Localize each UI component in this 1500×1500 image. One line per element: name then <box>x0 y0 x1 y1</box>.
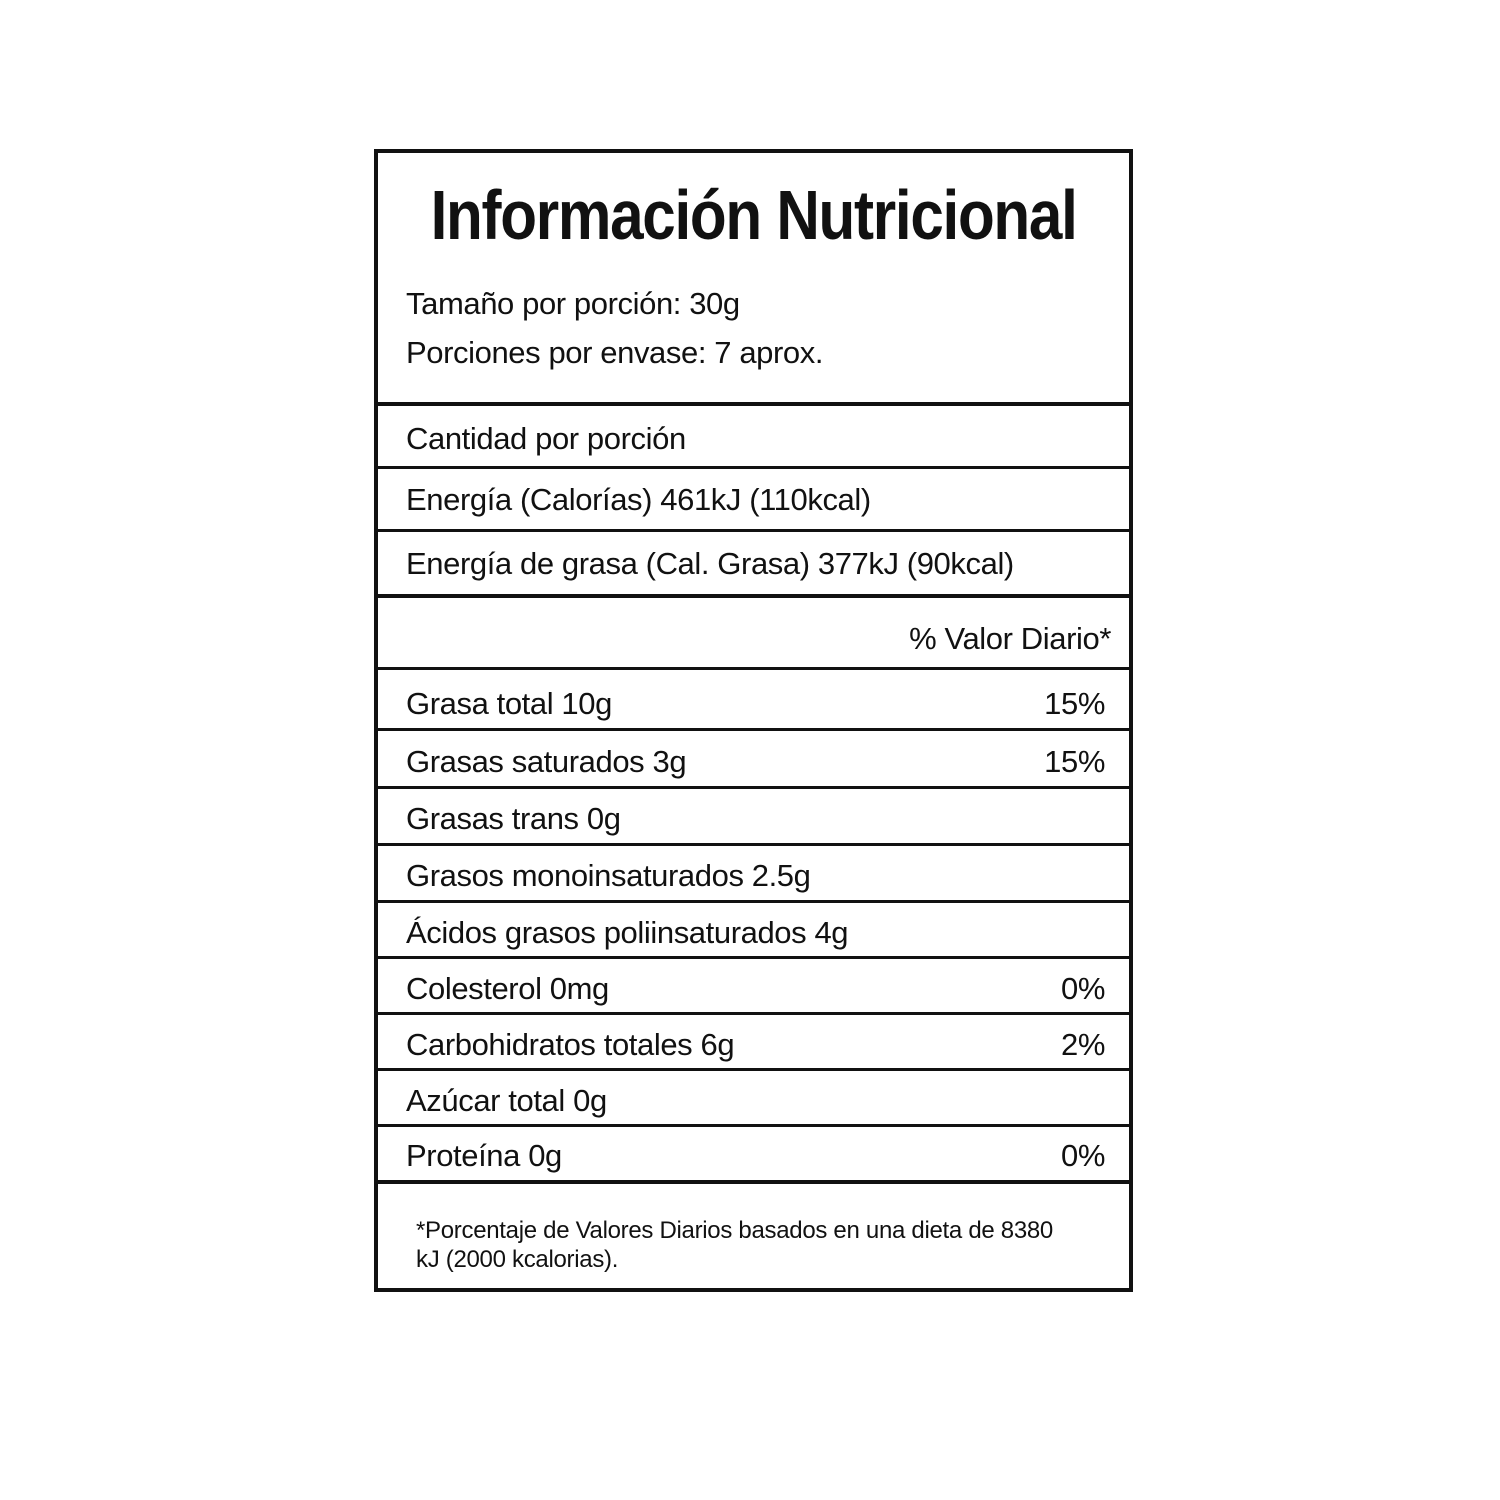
label-title: Información Nutricional <box>430 176 1077 254</box>
nutrient-name: Grasa total 10g <box>406 686 612 721</box>
divider <box>378 843 1129 846</box>
nutrient-percent: 0% <box>1060 971 1105 1006</box>
nutrient-name: Grasas saturados 3g <box>406 744 687 779</box>
divider <box>378 1068 1129 1071</box>
divider <box>378 667 1129 670</box>
nutrition-facts-label <box>374 149 1133 1292</box>
divider <box>378 728 1129 731</box>
nutrient-percent: 15% <box>1044 686 1105 721</box>
divider <box>378 956 1129 959</box>
servings-per-container: Porciones por envase: 7 aprox. <box>406 335 824 370</box>
divider <box>378 466 1129 469</box>
daily-value-header: % Valor Diario* <box>909 621 1111 656</box>
nutrient-name: Grasos monoinsaturados 2.5g <box>406 858 811 893</box>
nutrient-name: Carbohidratos totales 6g <box>406 1027 735 1062</box>
nutrient-name: Proteína 0g <box>406 1138 562 1173</box>
energy-row: Energía (Calorías) 461kJ (110kcal) <box>406 482 871 517</box>
divider-thick <box>378 594 1129 598</box>
nutrient-percent: 0% <box>1060 1138 1105 1173</box>
nutrient-percent: 15% <box>1044 744 1105 779</box>
nutrient-name: Ácidos grasos poliinsaturados 4g <box>406 915 849 950</box>
divider <box>378 529 1129 532</box>
daily-value-footnote: *Porcentaje de Valores Diarios basados en una dieta de 8380 kJ (2000 kcalorias). <box>416 1217 1053 1273</box>
nutrient-name: Grasas trans 0g <box>406 801 621 836</box>
energy-from-fat-row: Energía de grasa (Cal. Grasa) 377kJ (90kcal) <box>406 546 1014 581</box>
divider <box>378 786 1129 789</box>
divider <box>378 1124 1129 1127</box>
divider <box>378 900 1129 903</box>
serving-size: Tamaño por porción: 30g <box>406 286 740 321</box>
divider-thick <box>378 1180 1129 1184</box>
nutrient-percent: 2% <box>1060 1027 1105 1062</box>
amount-per-serving: Cantidad por porción <box>406 421 686 456</box>
nutrient-name: Colesterol 0mg <box>406 971 609 1006</box>
nutrient-name: Azúcar total 0g <box>406 1083 607 1118</box>
divider-thick <box>378 402 1129 406</box>
divider <box>378 1012 1129 1015</box>
